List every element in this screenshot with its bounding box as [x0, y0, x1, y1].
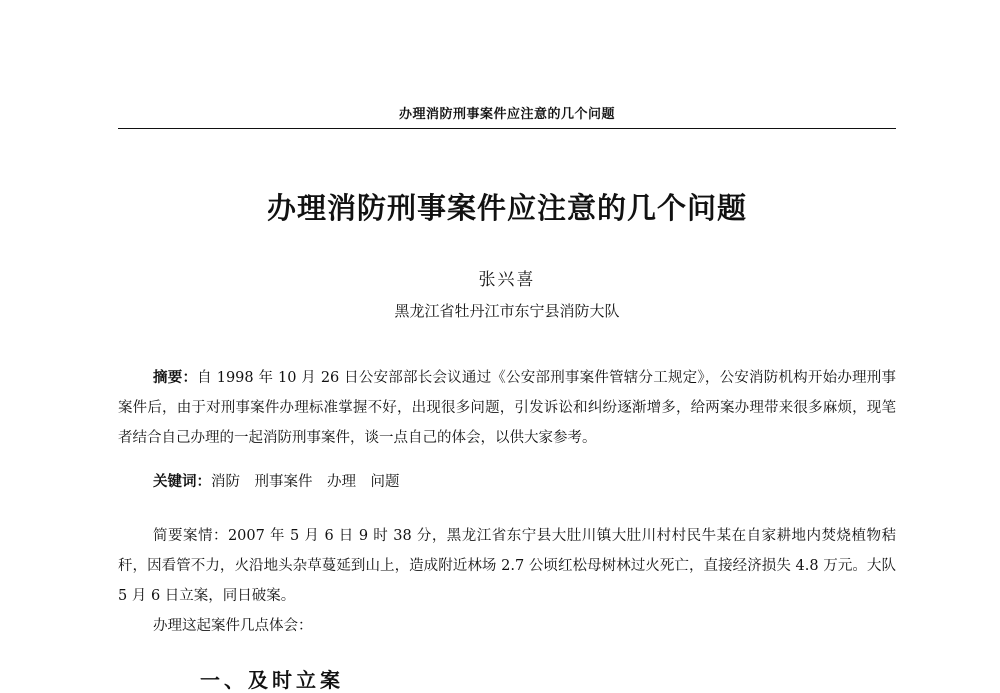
- article-title: 办理消防刑事案件应注意的几个问题: [266, 191, 747, 225]
- author-affiliation: 黑龙江省牡丹江市东宁县消防大队: [394, 302, 620, 320]
- keywords-paragraph: [118, 467, 896, 497]
- abstract-text: 自 1998 年 10 月 26 日公安部部长会议通过《公安部刑事案件管辖分工规定》，公安消防机构开始办理刑事案件后，由于对刑事案件办理标准掌握不好，出现很多问题，引发诉讼和纠纷逐渐增多，给两案办理带来很多麻烦，现笔者结合自己办理的一起消防刑事案件，谈一点自己的体会，以供大家参考。: [118, 370, 896, 446]
- header-rule: [118, 128, 896, 129]
- keywords-text: 消防 刑事案件 办理 问题: [211, 474, 400, 490]
- case-summary-label: 简要案情：: [153, 528, 228, 544]
- section-heading-partial: 一、及时立案: [200, 668, 344, 692]
- case-summary-text: 2007 年 5 月 6 日 9 时 38 分，黑龙江省东宁县大肚川镇大肚川村村民牛某在自家耕地内焚烧植物秸秆，因看管不力，火沿地头杂草蔓延到山上，造成附近林场 2.7 公顷红松母树林过火死亡，直接经济损失 4.8 万元。大队 5 月 6 日立案，同日破案。: [118, 528, 896, 604]
- keywords-label: 关键词：: [153, 473, 211, 490]
- abstract-paragraph: [118, 363, 896, 453]
- keywords: [118, 467, 896, 497]
- author-name: 张兴喜: [478, 270, 536, 290]
- running-header: 办理消防刑事案件应注意的几个问题: [398, 107, 615, 122]
- abstract-label: 摘要：: [153, 369, 198, 386]
- case-section: [118, 521, 896, 641]
- case-summary-paragraph: [118, 521, 896, 611]
- abstract: [118, 363, 896, 453]
- lead-in-paragraph: 办理这起案件几点体会：: [153, 618, 313, 634]
